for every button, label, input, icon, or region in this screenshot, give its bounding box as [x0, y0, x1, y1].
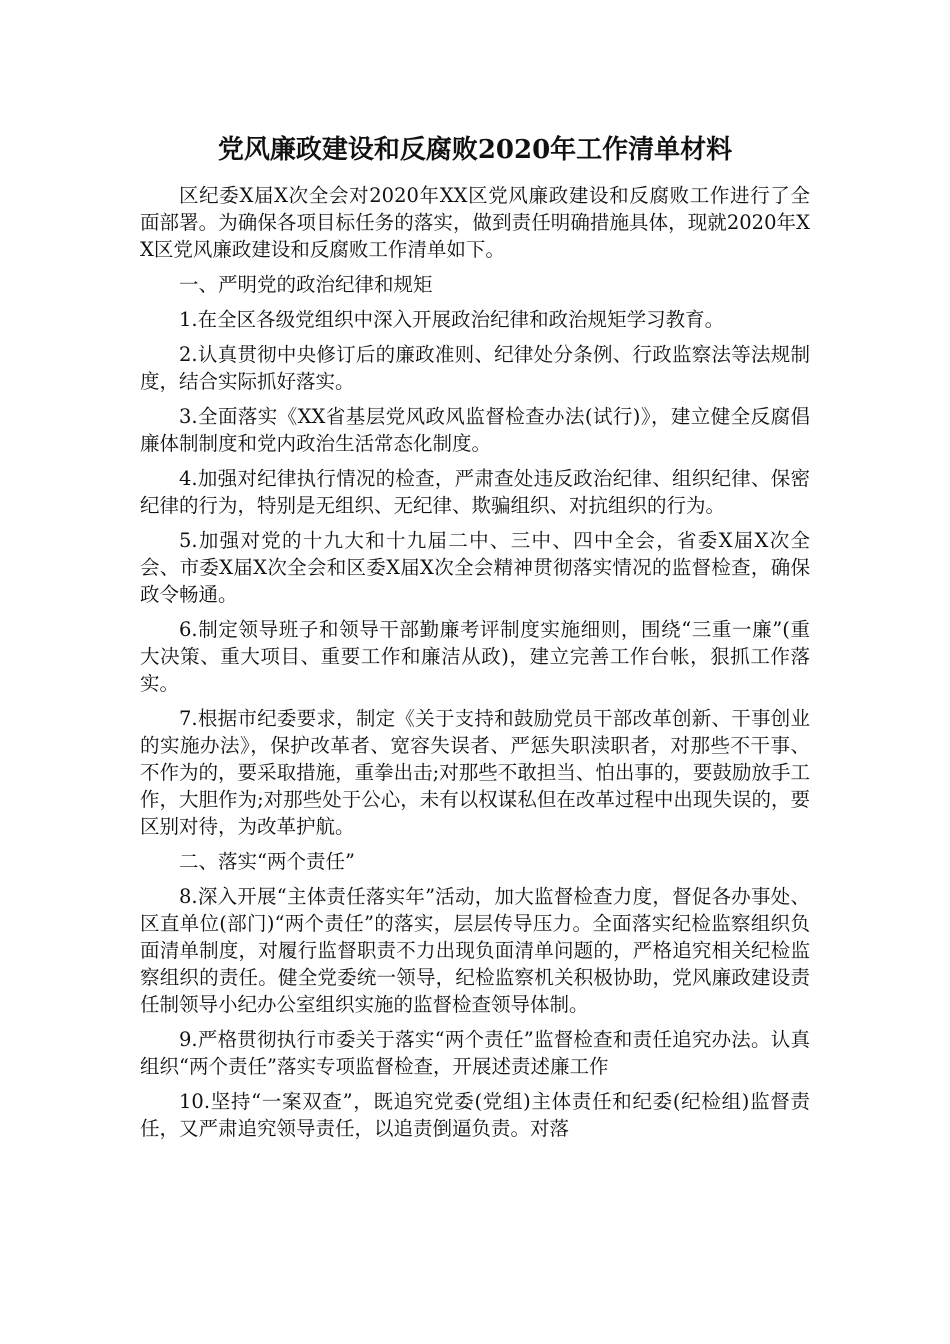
document-body [140, 128, 810, 1150]
paragraph: 区纪委X届X次全会对2020年XX区党风廉政建设和反腐败工作进行了全面部署。为确保各项目标任务的落实，做到责任明确措施具体，现就2020年XX区党风廉政建设和反腐败工作清单如下。 [140, 184, 810, 261]
paragraph: 7.根据市纪委要求，制定《关于支持和鼓励党员干部改革创新、干事创业的实施办法》，保护改革者、宽容失误者、严惩失职渎职者，对那些不干事、不作为的，要采取措施，重拳出击;对那些不敢担当、怕出事的，要鼓励放手工作，大胆作为;对那些处于公心，未有以权谋私但在改革过程中出现失误的，要区别对待，为改革护航。 [140, 707, 810, 838]
section-heading: 二、落实“两个责任” [179, 850, 355, 873]
document-title: 党风廉政建设和反腐败2020年工作清单材料 [217, 135, 733, 165]
paragraph: 1.在全区各级党组织中深入开展政治纪律和政治规矩学习教育。 [179, 308, 725, 331]
paragraph: 2.认真贯彻中央修订后的廉政准则、纪律处分条例、行政监察法等法规制度，结合实际抓好落实。 [140, 343, 810, 393]
paragraph: 9.严格贯彻执行市委关于落实“两个责任”监督检查和责任追究办法。认真组织“两个责任”落实专项监督检查，开展述责述廉工作 [140, 1028, 810, 1078]
document-text [140, 182, 810, 1142]
paragraph: 4.加强对纪律执行情况的检查，严肃查处违反政治纪律、组织纪律、保密纪律的行为，特别是无组织、无纪律、欺骗组织、对抗组织的行为。 [140, 467, 810, 517]
section-heading: 一、严明党的政治纪律和规矩 [179, 273, 433, 296]
paragraph: 10.坚持“一案双查”，既追究党委(党组)主体责任和纪委(纪检组)监督责任，又严肃追究领导责任，以追责倒逼负责。对落 [140, 1090, 810, 1140]
paragraph: 3.全面落实《XX省基层党风政风监督检查办法(试行)》，建立健全反腐倡廉体制制度和党内政治生活常态化制度。 [140, 405, 810, 455]
paragraph: 5.加强对党的十九大和十九届二中、三中、四中全会，省委X届X次全会、市委X届X次全会和区委X届X次全会精神贯彻落实情况的监督检查，确保政令畅通。 [140, 529, 810, 606]
paragraph: 8.深入开展“主体责任落实年”活动，加大监督检查力度，督促各办事处、区直单位(部门)“两个责任”的落实，层层传导压力。全面落实纪检监察组织负面清单制度，对履行监督职责不力出现负面清单问题的，严格追究相关纪检监察组织的责任。健全党委统一领导，纪检监察机关积极协助，党风廉政建设责任制领导小纪办公室组织实施的监督检查领导体制。 [140, 885, 810, 1016]
paragraph: 6.制定领导班子和领导干部勤廉考评制度实施细则，围绕“三重一廉”(重大决策、重大项目、重要工作和廉洁从政)，建立完善工作台帐，狠抓工作落实。 [140, 618, 810, 695]
